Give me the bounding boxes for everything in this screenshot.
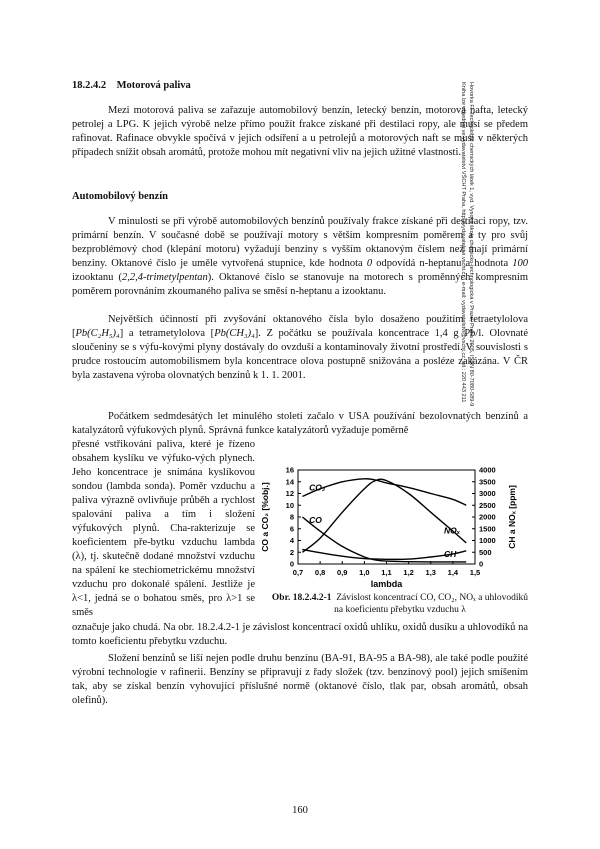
y-left-tick-label: 8 — [289, 512, 294, 522]
y-right-tick-label: 2000 — [479, 512, 496, 522]
x-axis-label: lambda — [370, 579, 403, 589]
y-left-tick-label: 4 — [289, 536, 294, 545]
figure-caption — [270, 592, 530, 616]
y-left-tick-label: 0 — [289, 559, 294, 569]
intro-paragraph: Mezi motorová paliva se zařazuje automobilový benzín, letecký benzín, motorová nafta, letecký petrolej a LPG. K jejich výrobě nelze přímo použít frakce získané při destilaci ropy, ale musí se předem rafinovat. Rafinace obvykle spočívá v jejich odsíření a u petrolejů a motorových naft se musí v některých případech snížit obsah aromátů, protože mohou mít negativní vliv na jejich užitné vlastnosti. — [72, 105, 528, 158]
section-title: Motorová paliva — [116, 80, 191, 91]
y-right-tick-label: 4000 — [479, 465, 496, 475]
caption-text: Závislost koncentrací CO, CO₂, NOₓ a uhlovodíků na koeficientu přebytku vzduchu λ — [334, 593, 529, 615]
y-left-tick-label: 16 — [285, 465, 294, 475]
y-right-tick-label: 1500 — [479, 524, 496, 534]
x-tick-label: 1,0 — [359, 568, 370, 577]
side-note-order-info: Kniha lze objednat ve vydavatelství VŠCHT Praha, http://vydavatelstvi.vscht.cz/, e-mail: vydavatelstvi@vscht.cz, tel.: 220 443 211 — [460, 82, 467, 403]
y-left-tick-label: 6 — [289, 524, 294, 534]
series-label-nox: NOₓ — [444, 525, 461, 536]
series-label-ch: CH — [444, 548, 457, 559]
subheading: Automobilový benzín — [72, 191, 168, 202]
series-label-co2: CO₂ — [309, 482, 326, 493]
page-number: 160 — [292, 805, 308, 816]
y-right-tick-label: 1000 — [479, 536, 496, 545]
y-left-tick-label: 10 — [285, 500, 294, 510]
x-tick-label: 0,8 — [314, 568, 326, 577]
y-right-tick-label: 0 — [479, 559, 484, 569]
series-line-co2 — [302, 479, 466, 506]
x-tick-label: 1,2 — [403, 568, 414, 577]
concentration-chart — [260, 462, 525, 590]
y-left-tick-label: 14 — [285, 477, 294, 487]
section-heading — [72, 80, 191, 91]
paragraph-catalyst-wrap: přesné vstřikování paliva, které je řízeno obsahem kyslíku ve výfuko-vých plynech. Jeho koncentrace je snímána kyslíkovou sondou (lambda sonda). Poměr vzduchu a paliva výrazně ovlivňuje průběh a rychlost spalování paliva a tím i složení výfukových plynů. Cha-rakterizuje se koeficientem pře-bytku vzduchu lambda (λ), tj. skutečně dodané množství vzduchu na spálení ke stechiometrickému množství vzduchu pro dokonalé spálení. Jestliže je λ<1, jedná se o bohatou směs, pro λ>1 se směs — [72, 439, 255, 618]
x-tick-label: 0,9 — [337, 568, 348, 577]
section-number: 18.2.4.2 — [72, 80, 107, 91]
y-right-axis-label: CH a NOₓ [ppm] — [507, 485, 517, 549]
caption-label: Obr. 18.2.4.2-1 — [271, 593, 332, 603]
series-line-ch — [302, 549, 466, 559]
paragraph-octane: V minulosti se při výrobě automobilových benzínů používaly frakce získané při destilaci ropy, tzv. primární benzín. V současné době se používají motory s větším kompresním poměrem a ty pro svůj bezproblémový chod (klepání motoru) vyžadují benziny s vyšším oktanovým číslem než mají primární benziny. Oktanové číslo je uměle vytvořená stupnice, kde hodnota 0 odpovídá n-heptanu a hodnota 100 izooktanu (2,2,4-trimetylpentan). Oktanové číslo se stanovuje na motorech s proměnných kompresním poměrem porovnáním zkoumaného paliva se směsí n-heptanu a izooktanu. — [72, 216, 528, 297]
y-right-tick-label: 500 — [479, 547, 492, 557]
paragraph-catalyst-start: Počátkem sedmdesátých let minulého století začalo v USA používání bezolovnatých benzínů a katalyzátorů výfukových plynů. Správná funkce katalyzátorů vyžaduje poměrně — [72, 411, 528, 436]
x-tick-label: 1,3 — [425, 568, 436, 577]
x-tick-label: 1,5 — [469, 568, 481, 577]
paragraph-blending: Složení benzínů se liší nejen podle druhu benzínu (BA-91, BA-95 a BA-98), ale také podle použité výrobní technologie v rafinerii. Benzíny se připravují z řady složek (tzv. benzínový pool) jejich smíšením tak, aby se získal benzín vyhovující příslušné normě (oktanové číslo, tlak par, obsah aromátů, obsah olefinů). — [72, 653, 528, 706]
y-right-tick-label: 3000 — [479, 489, 496, 498]
x-tick-label: 0,7 — [292, 568, 304, 577]
series-label-co: CO — [309, 514, 322, 525]
y-right-tick-label: 2500 — [479, 500, 496, 510]
paragraph-lead: Největších účinností při zvyšování oktanového čísla bylo dosaženo použitím tetraetylolova [Pb(C₂H₅)₄] a tetrametylolova [Pb(CH₃)₄]. Z počátku se používala koncentrace 1,4 g Pb/l. Olovnaté sloučeniny se s výfu-kovými plyny dostávaly do ovzduší a kontaminovaly životní prostředí. V souvislosti s prudce rostoucím automobilismem byla koncentrace olova postupně snižována a posléze zakázána. V ČR byla zastavena výroba olovnatých benzínů k 1. 1. 2001. — [72, 314, 528, 381]
side-note-citation: Hovorka F.: Technologie chemických látek 1, vyd. Vysoká škola chemicko-technologická v Praze, Praha 2005, ISBN 80-7080-589-9 — [468, 82, 474, 407]
x-tick-label: 1,4 — [447, 568, 459, 577]
y-left-tick-label: 12 — [285, 489, 294, 498]
paragraph-catalyst-end: označuje jako chudá. Na obr. 18.2.4.2-1 je závislost koncentrací oxidů uhlíku, oxidů dusíku a uhlovodíků na tomto koeficientu přebytku vzduchu. — [72, 622, 528, 647]
y-right-tick-label: 3500 — [479, 477, 496, 487]
y-left-tick-label: 2 — [289, 547, 294, 557]
series-line-nox — [302, 479, 466, 552]
y-left-axis-label: CO a CO₂ [%obj.] — [260, 482, 270, 552]
x-tick-label: 1,1 — [381, 568, 392, 577]
